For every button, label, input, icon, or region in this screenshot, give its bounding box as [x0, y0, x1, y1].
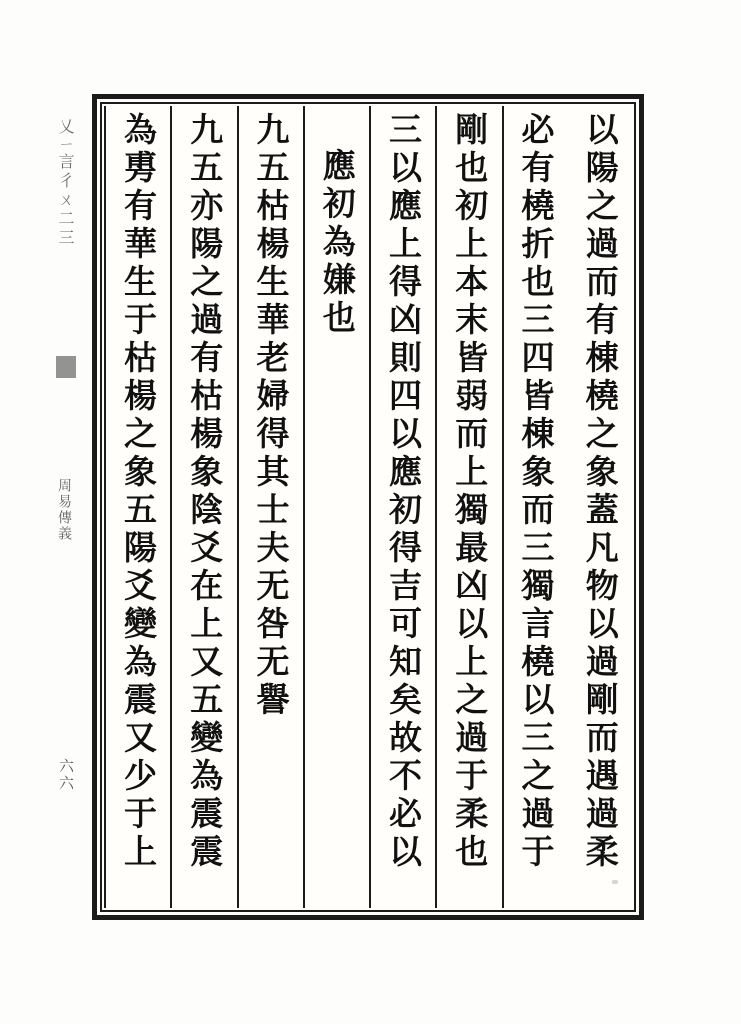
book-title: 周易傳義 [56, 478, 72, 542]
column-text: 應初為嫌也 [317, 148, 357, 338]
column-text: 九五亦陽之過有枯楊象陰爻在上又五變為震震 [185, 112, 225, 872]
page-number: 六六 [57, 758, 75, 792]
text-column [369, 106, 435, 908]
text-column [303, 106, 369, 908]
paper-speck [128, 132, 133, 136]
text-columns [104, 106, 632, 908]
column-text: 以陽之過而有棟橈之象蓋凡物以過剛而遇過柔 [580, 112, 620, 872]
text-column [170, 106, 236, 908]
seal-stamp-icon [56, 356, 76, 378]
column-text: 九五枯楊生華老婦得其士夫无咎无譽 [251, 112, 291, 720]
page-margin [54, 118, 88, 878]
column-text: 必有橈折也三四皆棟象而三獨言橈以三之過于 [516, 112, 556, 872]
paper-speck [612, 880, 618, 884]
text-column [502, 106, 568, 908]
margin-header-note: 乂ㄧ言彳ㄨ二三 [56, 118, 75, 248]
column-text: 三以應上得凶則四以應初得吉可知矣故不必以 [383, 112, 423, 872]
text-column [104, 106, 170, 908]
text-column [568, 106, 632, 908]
column-text: 為旉有華生于枯楊之象五陽爻變為震又少于上 [118, 112, 158, 872]
text-column [237, 106, 303, 908]
column-text: 剛也初上本末皆弱而上獨最凶以上之過于柔也 [450, 112, 490, 872]
text-column [435, 106, 501, 908]
